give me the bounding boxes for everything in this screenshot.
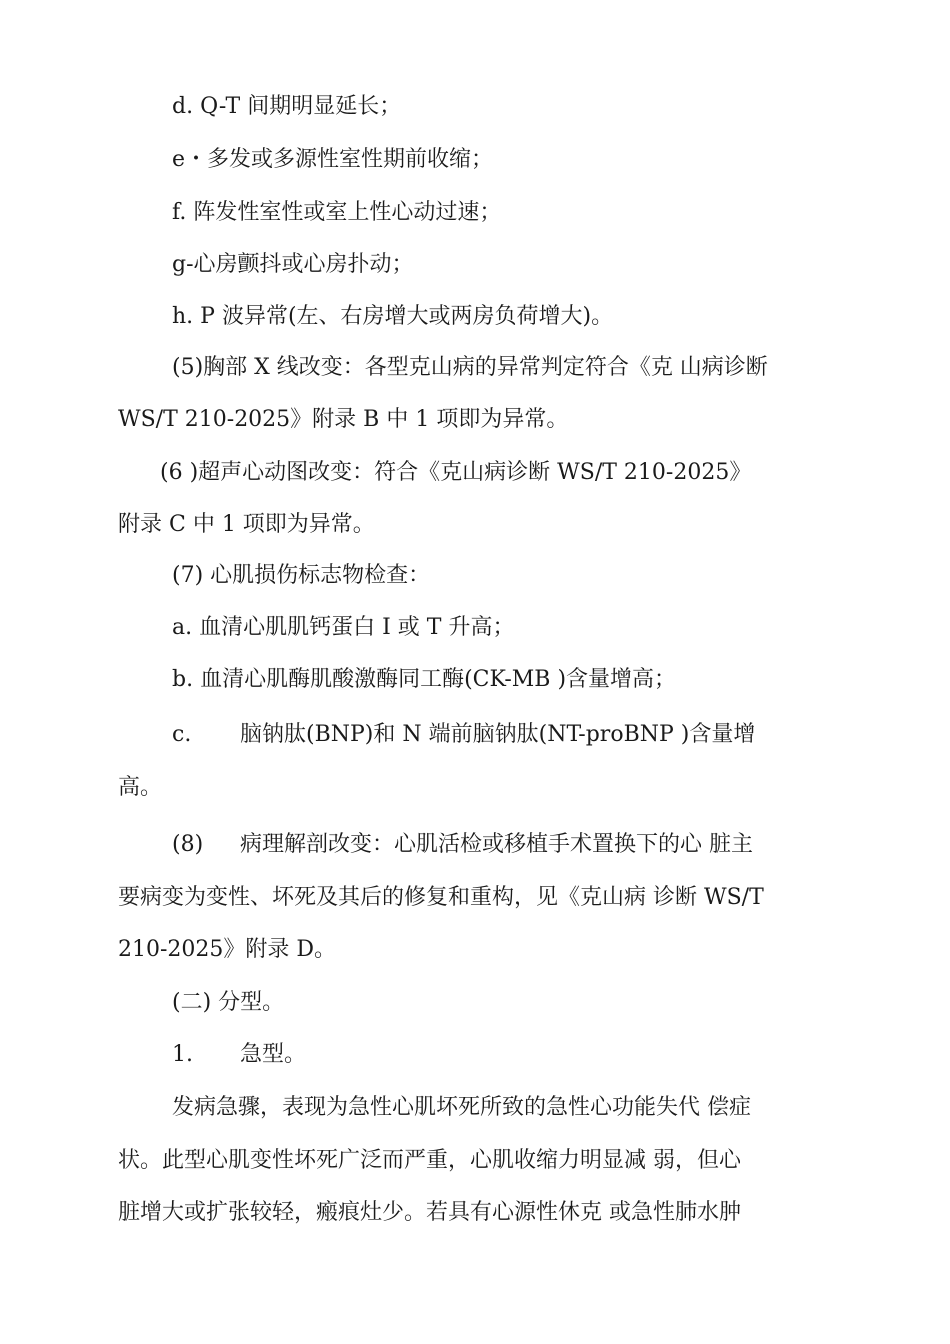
paragraph-8-line-3: 210-2025》附录 D。: [118, 937, 337, 962]
paragraph-6-line-1: (6 )超声心动图改变：符合《克山病诊断 WS/T 210-2025》: [160, 460, 752, 485]
paragraph-line-e: e・多发或多源性室性期前收缩；: [172, 147, 494, 172]
paragraph-5-line-1: (5)胸部 X 线改变：各型克山病的异常判定符合《克 山病诊断: [172, 355, 768, 380]
paragraph-line-a: a. 血清心肌肌钙蛋白 I 或 T 升高；: [172, 615, 515, 640]
paragraph-line-d: d. Q-T 间期明显延长；: [172, 94, 402, 119]
paragraph-c-marker: c.: [172, 722, 192, 747]
subsection-1-marker: 1.: [172, 1042, 193, 1067]
paragraph-5-line-2: WS/T 210-2025》附录 B 中 1 项即为异常。: [118, 407, 569, 432]
paragraph-acute-line-1: 发病急骤，表现为急性心肌坏死所致的急性心功能失代 偿症: [172, 1095, 751, 1120]
paragraph-line-h: h. P 波异常(左、右房增大或两房负荷增大)。: [172, 304, 614, 329]
subsection-1-title: 急型。: [240, 1042, 307, 1067]
paragraph-8-line-2: 要病变为变性、坏死及其后的修复和重构，见《克山病 诊断 WS/T: [118, 885, 764, 910]
paragraph-line-b: b. 血清心肌酶肌酸激酶同工酶(CK-MB )含量增高；: [172, 667, 677, 692]
paragraph-8-marker: (8): [172, 832, 204, 857]
paragraph-acute-line-3: 脏增大或扩张较轻，瘢痕灶少。若具有心源性休克 或急性肺水肿: [118, 1200, 741, 1225]
paragraph-c-line-1: 脑钠肽(BNP)和 N 端前脑钠肽(NT-proBNP )含量增: [240, 722, 756, 747]
paragraph-line-g: g-心房颤抖或心房扑动；: [172, 252, 414, 277]
paragraph-8-line-1: 病理解剖改变：心肌活检或移植手术置换下的心 脏主: [240, 832, 753, 857]
paragraph-6-line-2: 附录 C 中 1 项即为异常。: [118, 512, 375, 537]
paragraph-line-f: f. 阵发性室性或室上性心动过速；: [172, 200, 502, 225]
section-heading-classification: (二) 分型。: [172, 990, 285, 1015]
paragraph-acute-line-2: 状。此型心肌变性坏死广泛而严重，心肌收缩力明显减 弱，但心: [118, 1148, 741, 1173]
paragraph-c-line-2: 高。: [118, 775, 163, 800]
paragraph-7-heading: (7) 心肌损伤标志物检查：: [172, 563, 431, 588]
